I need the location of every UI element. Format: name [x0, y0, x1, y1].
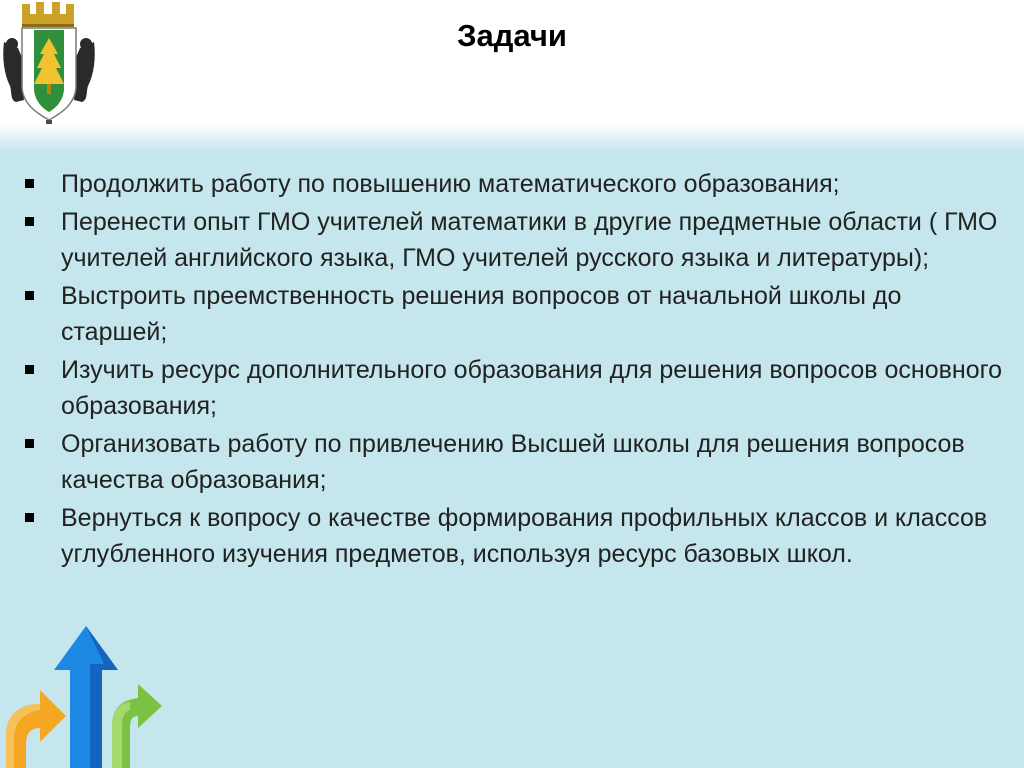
slide-title: Задачи: [457, 18, 567, 53]
bullet-square-icon: [25, 291, 34, 300]
bullet-square-icon: [25, 513, 34, 522]
bullet-square-icon: [25, 179, 34, 188]
list-item: [22, 166, 1007, 202]
list-item: [22, 352, 1007, 424]
list-item-text: Выстроить преемственность решения вопросов от начальной школы до старшей;: [61, 282, 902, 346]
list-item-text: Вернуться к вопросу о качестве формирования профильных классов и классов углубленного изучения предметов, используя ресурс базовых школ.: [61, 504, 988, 568]
bullet-square-icon: [25, 217, 34, 226]
list-item-text: Изучить ресурс дополнительного образования для решения вопросов основного образования;: [61, 356, 1003, 420]
list-item: [22, 500, 1007, 572]
list-item: [22, 204, 1007, 276]
task-list: [22, 166, 1007, 574]
bullet-square-icon: [25, 365, 34, 374]
bullet-square-icon: [25, 439, 34, 448]
list-item: [22, 278, 1007, 350]
list-item-text: Организовать работу по привлечению Высшей школы для решения вопросов качества образования;: [61, 430, 965, 494]
arrows-decoration-icon: [0, 618, 170, 768]
list-item-text: Продолжить работу по повышению математического образования;: [61, 170, 840, 198]
list-item-text: Перенести опыт ГМО учителей математики в другие предметные области ( ГМО учителей английского языка, ГМО учителей русского языка и литературы);: [61, 208, 998, 272]
list-item: [22, 426, 1007, 498]
